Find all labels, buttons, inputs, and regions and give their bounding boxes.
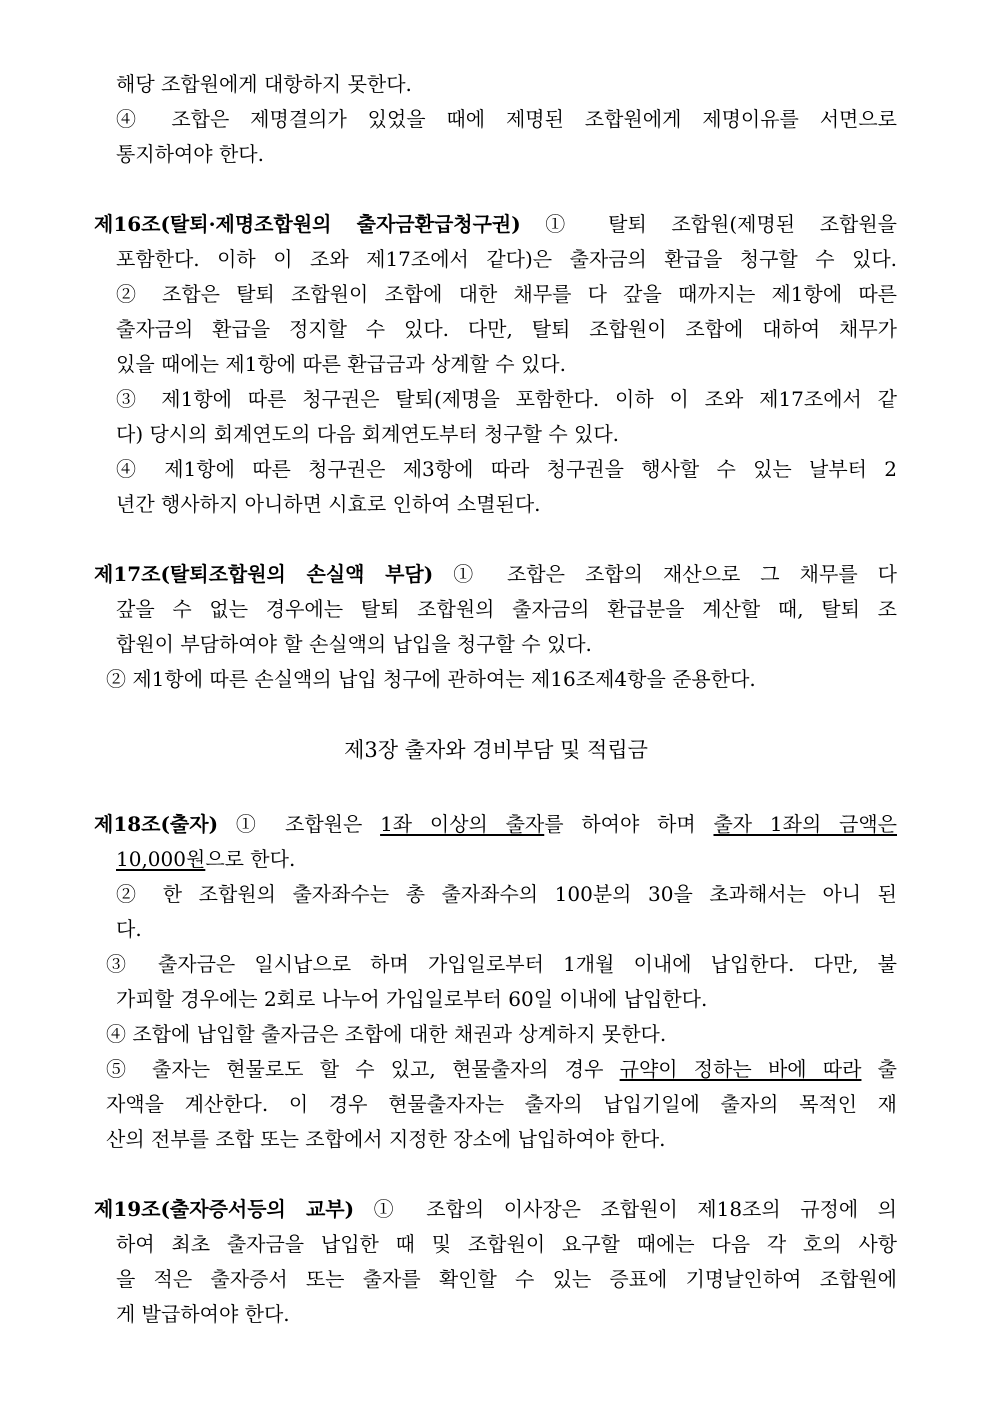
text-line: ④ 제1항에 따른 청구권은 제3항에 따라 청구권을 행사할 수 있는 날부터 2	[116, 457, 897, 481]
article-19-first-line: 제19조(출자증서등의 교부) ① 조합의 이사장은 조합원이 제18조의 규정에 의	[94, 1197, 897, 1221]
text-line: ② 조합은 탈퇴 조합원이 조합에 대한 채무를 다 갚을 때까지는 제1항에 따른	[116, 282, 897, 306]
text-line: ② 제1항에 따른 손실액의 납입 청구에 관하여는 제16조제4항을 준용한다.	[106, 667, 756, 691]
article-19-title: 제19조(출자증서등의 교부)	[94, 1197, 355, 1221]
article-18-first-line: 제18조(출자) ① 조합원은 1좌 이상의 출자를 하여야 하며 출자 1좌의 금액은	[94, 812, 897, 836]
text-line: 통지하여야 한다.	[116, 142, 264, 166]
text-line: 다) 당시의 회계연도의 다음 회계연도부터 청구할 수 있다.	[116, 422, 620, 446]
text-line: ④ 조합에 납입할 출자금은 조합에 대한 채권과 상계하지 못한다.	[106, 1022, 667, 1046]
text-line: 10,000원으로 한다.	[116, 847, 296, 871]
text-line: 년간 행사하지 아니하면 시효로 인하여 소멸된다.	[116, 492, 541, 516]
text-line: 산의 전부를 조합 또는 조합에서 지정한 장소에 납입하여야 한다.	[106, 1127, 666, 1151]
chapter-heading: 제3장 출자와 경비부담 및 적립금	[344, 738, 648, 762]
text-line: 포함한다. 이하 이 조와 제17조에서 같다)은 출자금의 환급을 청구할 수 있다.	[116, 247, 897, 271]
text-line: ② 한 조합원의 출자좌수는 총 출자좌수의 100분의 30을 초과해서는 아니 된	[116, 882, 897, 906]
text-line: 자액을 계산한다. 이 경우 현물출자자는 출자의 납입기일에 출자의 목적인 재	[106, 1092, 897, 1116]
article-16-first-line: 제16조(탈퇴·제명조합원의 출자금환급청구권) ① 탈퇴 조합원(제명된 조합원을	[94, 212, 897, 236]
article-17-first-line: 제17조(탈퇴조합원의 손실액 부담) ① 조합은 조합의 재산으로 그 채무를 다	[94, 562, 897, 586]
text-line: 합원이 부담하여야 할 손실액의 납입을 청구할 수 있다.	[116, 632, 592, 656]
text-line: 해당 조합원에게 대항하지 못한다.	[116, 72, 412, 96]
text-line: ③ 출자금은 일시납으로 하며 가입일로부터 1개월 이내에 납입한다. 다만, 불	[106, 952, 897, 976]
article-18-title: 제18조(출자)	[94, 812, 219, 836]
text-line: 갚을 수 없는 경우에는 탈퇴 조합원의 출자금의 환급분을 계산할 때, 탈퇴 조	[116, 597, 897, 621]
text-line: ④ 조합은 제명결의가 있었을 때에 제명된 조합원에게 제명이유를 서면으로	[116, 107, 897, 131]
article-17-title: 제17조(탈퇴조합원의 손실액 부담)	[94, 562, 434, 586]
text-line: 하여 최초 출자금을 납입한 때 및 조합원이 요구할 때에는 다음 각 호의 사항	[116, 1232, 897, 1256]
text-line: 을 적은 출자증서 또는 출자를 확인할 수 있는 증표에 기명날인하여 조합원에	[116, 1267, 897, 1291]
text-line: 있을 때에는 제1항에 따른 환급금과 상계할 수 있다.	[116, 352, 566, 376]
text-line: 다.	[116, 917, 142, 941]
text-line: 출자금의 환급을 정지할 수 있다. 다만, 탈퇴 조합원이 조합에 대하여 채무가	[116, 317, 897, 341]
article-16-title: 제16조(탈퇴·제명조합원의 출자금환급청구권)	[94, 212, 521, 236]
text-line: 가피할 경우에는 2회로 나누어 가입일로부터 60일 이내에 납입한다.	[116, 987, 708, 1011]
text-line: ⑤ 출자는 현물로도 할 수 있고, 현물출자의 경우 규약이 정하는 바에 따라 출	[106, 1057, 897, 1081]
text-line: 게 발급하여야 한다.	[116, 1302, 290, 1326]
text-line: ③ 제1항에 따른 청구권은 탈퇴(제명을 포함한다. 이하 이 조와 제17조에서 같	[116, 387, 897, 411]
